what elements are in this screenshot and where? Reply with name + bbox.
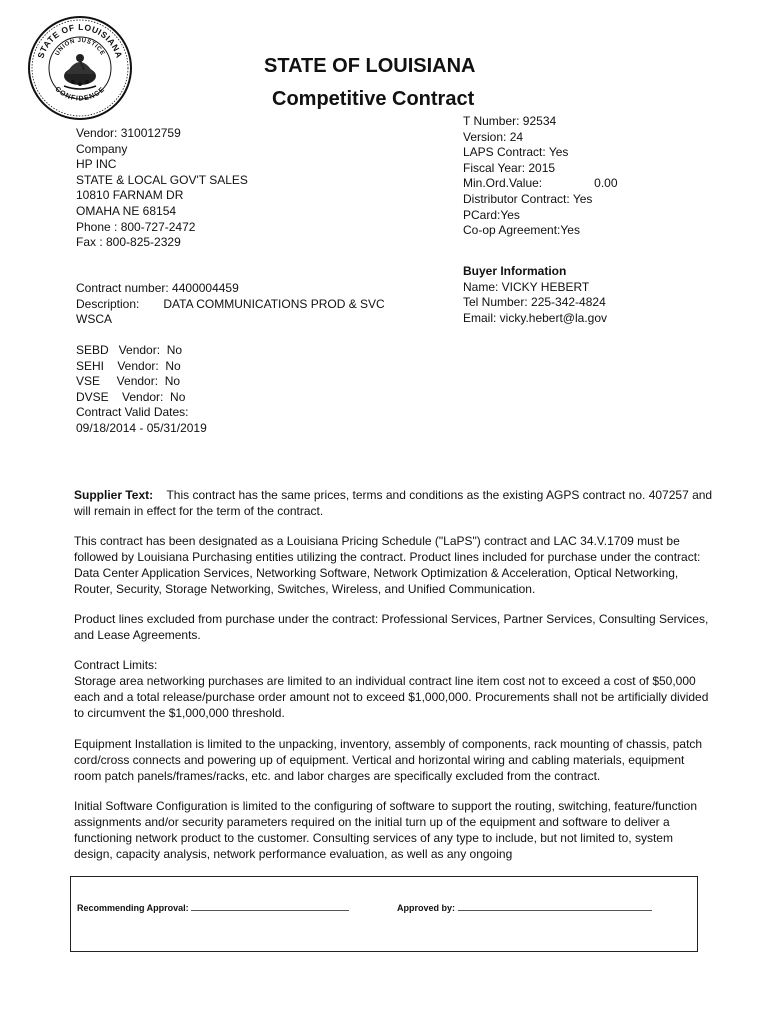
vendor-address-1: 10810 FARNAM DR [76, 188, 184, 203]
page-title: STATE OF LOUISIANA [264, 55, 476, 77]
distributor-contract: Distributor Contract: Yes [463, 191, 593, 206]
sehi-status: SEHI Vendor: No [76, 358, 181, 373]
vendor-phone: Phone : 800-727-2472 [76, 219, 196, 234]
vendor-block [76, 126, 248, 251]
coop-agreement: Co-op Agreement:Yes [463, 223, 580, 238]
t-number: T Number: 92534 [463, 114, 557, 128]
min-order-row [463, 176, 618, 192]
laps-paragraph: This contract has been designated as a Louisiana Pricing Schedule ("LaPS") contract and LAC 34.V.1709 must be followed by Louisiana Purchasing entities utilizing the contract. Product lines included for purchase under the contract: Data Center Application Services, Networking Software, Network Optimization & Acceleration, Optical Networking, Router, Security, Storage Networking, Switches, Wireless, and Unified Communication. [74, 534, 701, 596]
vendor-name: HP INC [76, 157, 117, 172]
min-order-label: Min.Ord.Value: [463, 176, 543, 191]
sebd-status: SEBD Vendor: No [76, 343, 183, 357]
seal-text-top: STATE OF LOUISIANA [35, 21, 125, 60]
description-label: Description: [76, 296, 140, 311]
vendor-status-block [76, 343, 207, 437]
vendor-division: STATE & LOCAL GOV'T SALES [76, 172, 248, 187]
approved-signature-line[interactable] [458, 901, 652, 911]
contract-description [76, 297, 385, 313]
recommending-signature-line[interactable] [191, 901, 349, 911]
recommending-label: Recommending Approval: [77, 903, 189, 913]
contract-number: Contract number: 4400004459 [76, 281, 239, 295]
limits-paragraph: Storage area networking purchases are limited to an individual contract line item cost not to exceed a cost of $50,000 each and a total release/purchase order amount not to exceed $1,000,000. Procurements shall not be artificially divided to circumvent the $1,000,000 threshold. [74, 674, 709, 720]
min-order-value: 0.00 [594, 176, 618, 191]
seal-text-inner: UNION JUSTICE [54, 37, 106, 57]
company-label: Company [76, 141, 128, 156]
supplier-text [74, 487, 714, 519]
signature-box [70, 876, 698, 952]
contract-block [76, 281, 385, 328]
supplier-label: Supplier Text: [74, 488, 154, 502]
version: Version: 24 [463, 129, 524, 144]
supplier-text-body: This contract has the same prices, terms and conditions as the existing AGPS contract no. 407257 and will remain in effect for the term of the contract. [74, 488, 713, 518]
buyer-block [463, 264, 607, 326]
fiscal-year: Fiscal Year: 2015 [463, 160, 556, 175]
vendor-number: Vendor: 310012759 [76, 126, 181, 140]
vendor-address-2: OMAHA NE 68154 [76, 203, 177, 218]
approved-label: Approved by: [397, 903, 456, 913]
contract-program: WSCA [76, 312, 112, 327]
buyer-heading: Buyer Information [463, 264, 567, 278]
buyer-tel: Tel Number: 225-342-4824 [463, 295, 606, 310]
page-subtitle: Competitive Contract [272, 88, 475, 110]
valid-dates-label: Contract Valid Dates: [76, 405, 189, 420]
software-paragraph: Initial Software Configuration is limited to the configuring of software to support the routing, switching, feature/function assignments and/or security parameters required on the initial turn up of the equipment and software to deliver a functioning network product to the customer. Consulting services of any type to include, but not limited to, system design, capacity analysis, network performance evaluation, as well as any ongoing [74, 799, 698, 861]
buyer-name: Name: VICKY HEBERT [463, 279, 590, 294]
dvse-status: DVSE Vendor: No [76, 389, 186, 404]
approved-by [397, 901, 652, 913]
limits-heading: Contract Limits: [74, 658, 158, 672]
vendor-fax: Fax : 800-825-2329 [76, 235, 181, 250]
pcard: PCard:Yes [463, 207, 520, 222]
seal-text-bottom: CONFIDENCE [53, 85, 107, 103]
recommending-approval [77, 901, 349, 913]
description-value: DATA COMMUNICATIONS PROD & SVC [163, 296, 385, 311]
valid-dates: 09/18/2014 - 05/31/2019 [76, 420, 207, 435]
excluded-paragraph: Product lines excluded from purchase under the contract: Professional Services, Partner Services, Consulting Services, and Lease Agreements. [74, 612, 709, 642]
buyer-email: Email: vicky.hebert@la.gov [463, 310, 608, 325]
contract-info-block [463, 114, 618, 239]
laps-contract: LAPS Contract: Yes [463, 145, 569, 160]
installation-paragraph: Equipment Installation is limited to the unpacking, inventory, assembly of components, rack mounting of chassis, patch cord/cross connects and powering up of equipment. Vertical and horizontal wiring and cabling materials, equipment room patch panels/frames/racks, etc. and labor charges are specifically excluded from the contract. [74, 737, 703, 783]
state-seal [26, 14, 134, 122]
vse-status: VSE Vendor: No [76, 374, 181, 389]
